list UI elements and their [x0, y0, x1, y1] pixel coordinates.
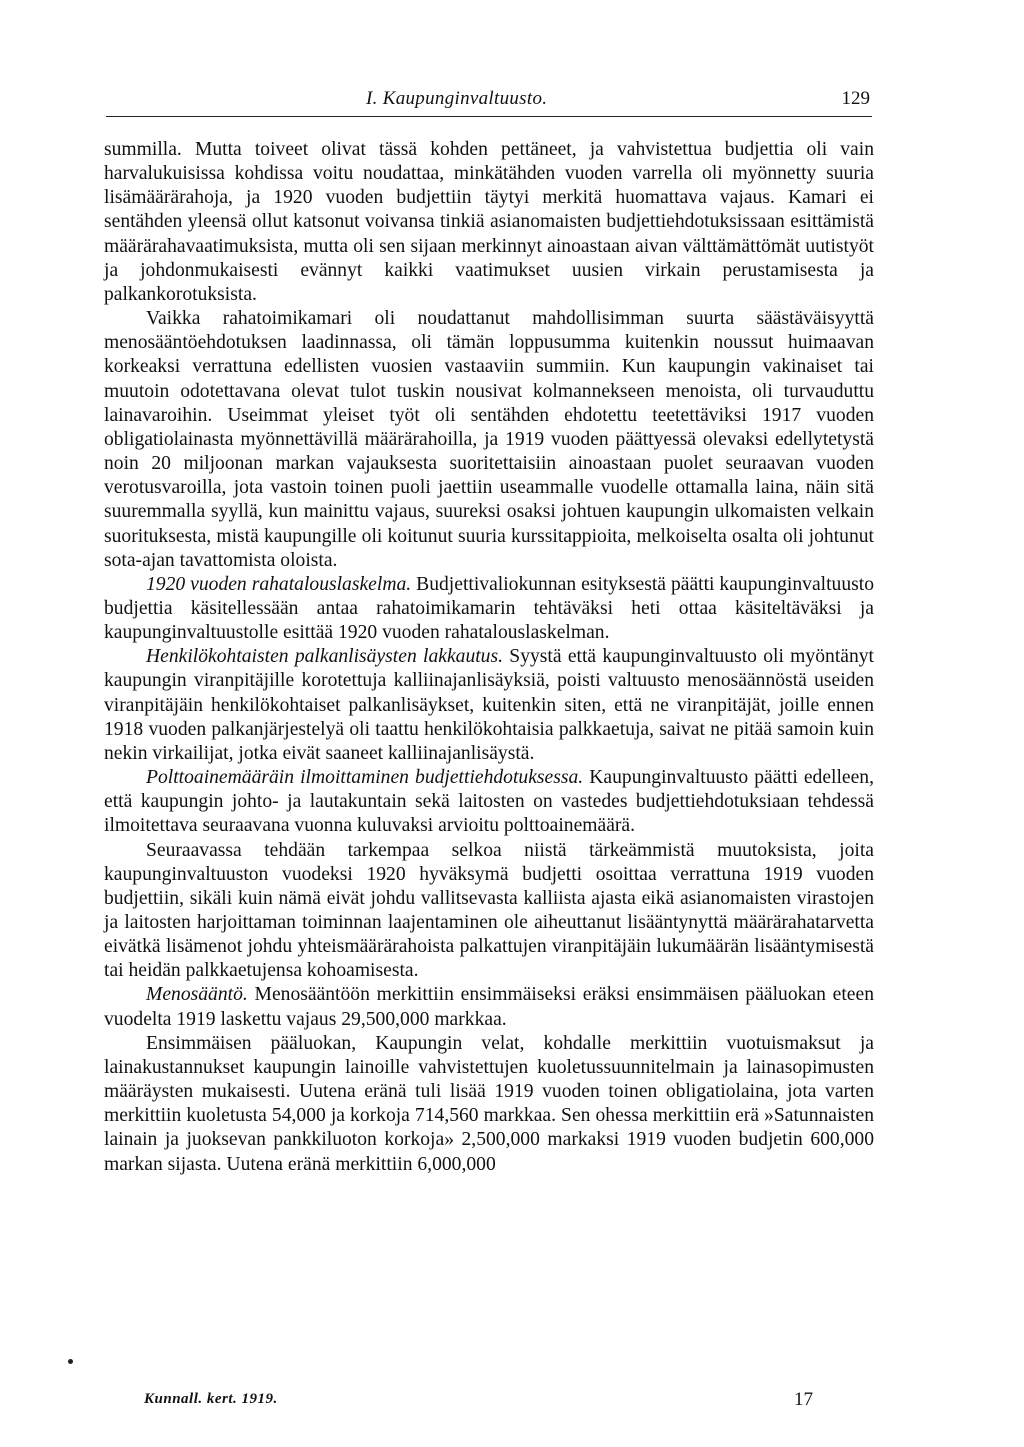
- paragraph-heading: Henkilökohtaisten palkanlisäysten lakkautus.: [146, 646, 504, 668]
- running-header: [104, 86, 876, 116]
- paragraph: Ensimmäisen pääluokan, Kaupungin velat, kohdalle merkittiin vuotuismaksut ja lainakustannukset kaupungin lainoille vahvistettujen kuoletussuunnitelmain ja lainasopimusten määräysten mukaisesti. Uutena eränä tuli lisää 1919 vuoden toinen obligatiolaina, jota varten merkittiin kuoletusta 54,000 ja korkoja 714,560 markkaa. Sen ohessa merkittiin erä »Satunnaisten lainain ja juoksevan pankkiluoton korkoja» 2,500,000 markaksi 1919 vuoden budjetin 600,000 markan sijasta. Uutena eränä merkittiin 6,000,000: [104, 1032, 874, 1175]
- paragraph: Menosääntö. Menosääntöön merkittiin ensimmäiseksi eräksi ensimmäisen pääluokan eteen vuodelta 1919 laskettu vajaus 29,500,000 markkaa.: [104, 984, 874, 1030]
- signature-number: 17: [794, 1389, 813, 1410]
- paragraph-heading: Polttoainemääräin ilmoittaminen budjettiehdotuksessa.: [146, 767, 584, 789]
- footer: [104, 1389, 876, 1415]
- paragraph: Henkilökohtaisten palkanlisäysten lakkautus. Syystä että kaupunginvaltuusto oli myöntänyt kaupungin viranpitäjille korotettuja kalliinajanlisäyksiä, poisti valtuusto menosäännöstä useiden viranpitäjäin henkilökohtaiset palkanlisäykset, kuitenkin siten, että ne viranpitäjät, joille ennen 1918 vuoden palkanjärjestelyä oli taattu henkilökohtaisia palkkaetuja, saivat ne pitää samoin kuin nekin virkailijat, jotka eivät saaneet kalliinajanlisäystä.: [104, 646, 874, 764]
- paragraph: Polttoainemääräin ilmoittaminen budjettiehdotuksessa. Kaupunginvaltuusto päätti edelleen, että kaupungin johto- ja lautakuntain sekä laitosten on vastedes budjettiehdotuksiaan tehdessä ilmoitettava seuraavana vuonna kuluvaksi arvioitu polttoainemäärä.: [104, 767, 874, 837]
- margin-mark: [68, 1359, 73, 1364]
- document-page: [104, 0, 876, 1447]
- paragraph: Vaikka rahatoimikamari oli noudattanut mahdollisimman suurta säästäväisyyttä menosääntöehdotuksen laadinnassa, oli tämän loppusumma kuitenkin noussut huimaavan korkeaksi verrattuna edellisten vuosien vastaaviin summiin. Kun kaupungin vakinaiset tai muutoin odotettavana olevat tulot tuskin nousivat kolmannekseen menoista, oli turvauduttu lainavaroihin. Useimmat yleiset työt oli sentähden ehdotettu teetettäviksi 1917 vuoden obligatiolainasta myönnettävillä määrärahoilla, ja 1919 vuoden päättyessä olevaksi edellytetystä noin 20 miljoonan markan vajauksesta suoritettaisiin ainoastaan puolet seuraavan vuoden verotusvaroilla, jota vastoin toinen puoli jaettiin useammalle vuodelle ottamalla laina, näin sitä suuremmalla syyllä, kun mainittu vajaus, suureksi osaksi johtuen kaupungin ulkomaisten velkain suorituksesta, mistä kaupungille oli koitunut suuria kurssitappioita, melkoiselta osalta oli johtunut sota-ajan tavattomista oloista.: [104, 308, 874, 571]
- paragraph: Seuraavassa tehdään tarkempaa selkoa niistä tärkeämmistä muutoksista, joita kaupunginvaltuuston vuodeksi 1920 hyväksymä budjetti osoittaa verrattuna 1919 vuoden budjettiin, sikäli kuin nämä eivät johdu vallitsevasta kalliista ajasta eikä asianomaisten virastojen ja laitosten harjoittaman toiminnan laajentaminen ole aiheuttanut lisääntynyttä määrärahatarvetta eivätkä lisämenot johdu yhteismäärärahoista palkattujen viranpitäjäin lukumäärän lisääntymisestä tai heidän palkkaetujensa kohoamisesta.: [104, 839, 874, 982]
- paragraph: summilla. Mutta toiveet olivat tässä kohden pettäneet, ja vahvistettua budjettia oli vain harvalukuisissa kohdissa voitu noudattaa, minkätähden vuoden varrella oli myönnetty suuria lisämäärärahoja, ja 1920 vuoden budjettiin täytyi merkitä huomattava vajaus. Kamari ei sentähden yleensä ollut katsonut voivansa tinkiä asianomaisten budjettiehdotuksissaan esittämistä määrärahavaatimuksista, mutta oli sen sijaan merkinnyt ainoastaan aivan välttämättömät uutistyöt ja johdonmukaisesti evännyt kaikki vaatimukset uusien virkain perustamisesta ja palkankorotuksista.: [104, 139, 874, 305]
- header-rule: [106, 116, 872, 117]
- page-number: 129: [841, 88, 870, 109]
- chapter-title: I. Kaupunginvaltuusto.: [366, 88, 548, 109]
- body-text: [104, 138, 874, 1177]
- printer-signature: Kunnall. kert. 1919.: [144, 1391, 278, 1407]
- paragraph-heading: Menosääntö.: [146, 984, 248, 1006]
- paragraph-heading: 1920 vuoden rahatalouslaskelma.: [146, 573, 412, 595]
- paragraph: 1920 vuoden rahatalouslaskelma. Budjettivaliokunnan esityksestä päätti kaupunginvaltuusto budjettia käsitellessään antaa rahatoimikamarin tehtäväksi heti ottaa käsiteltäväksi ja kaupunginvaltuustolle esittää 1920 vuoden rahatalouslaskelman.: [104, 573, 874, 644]
